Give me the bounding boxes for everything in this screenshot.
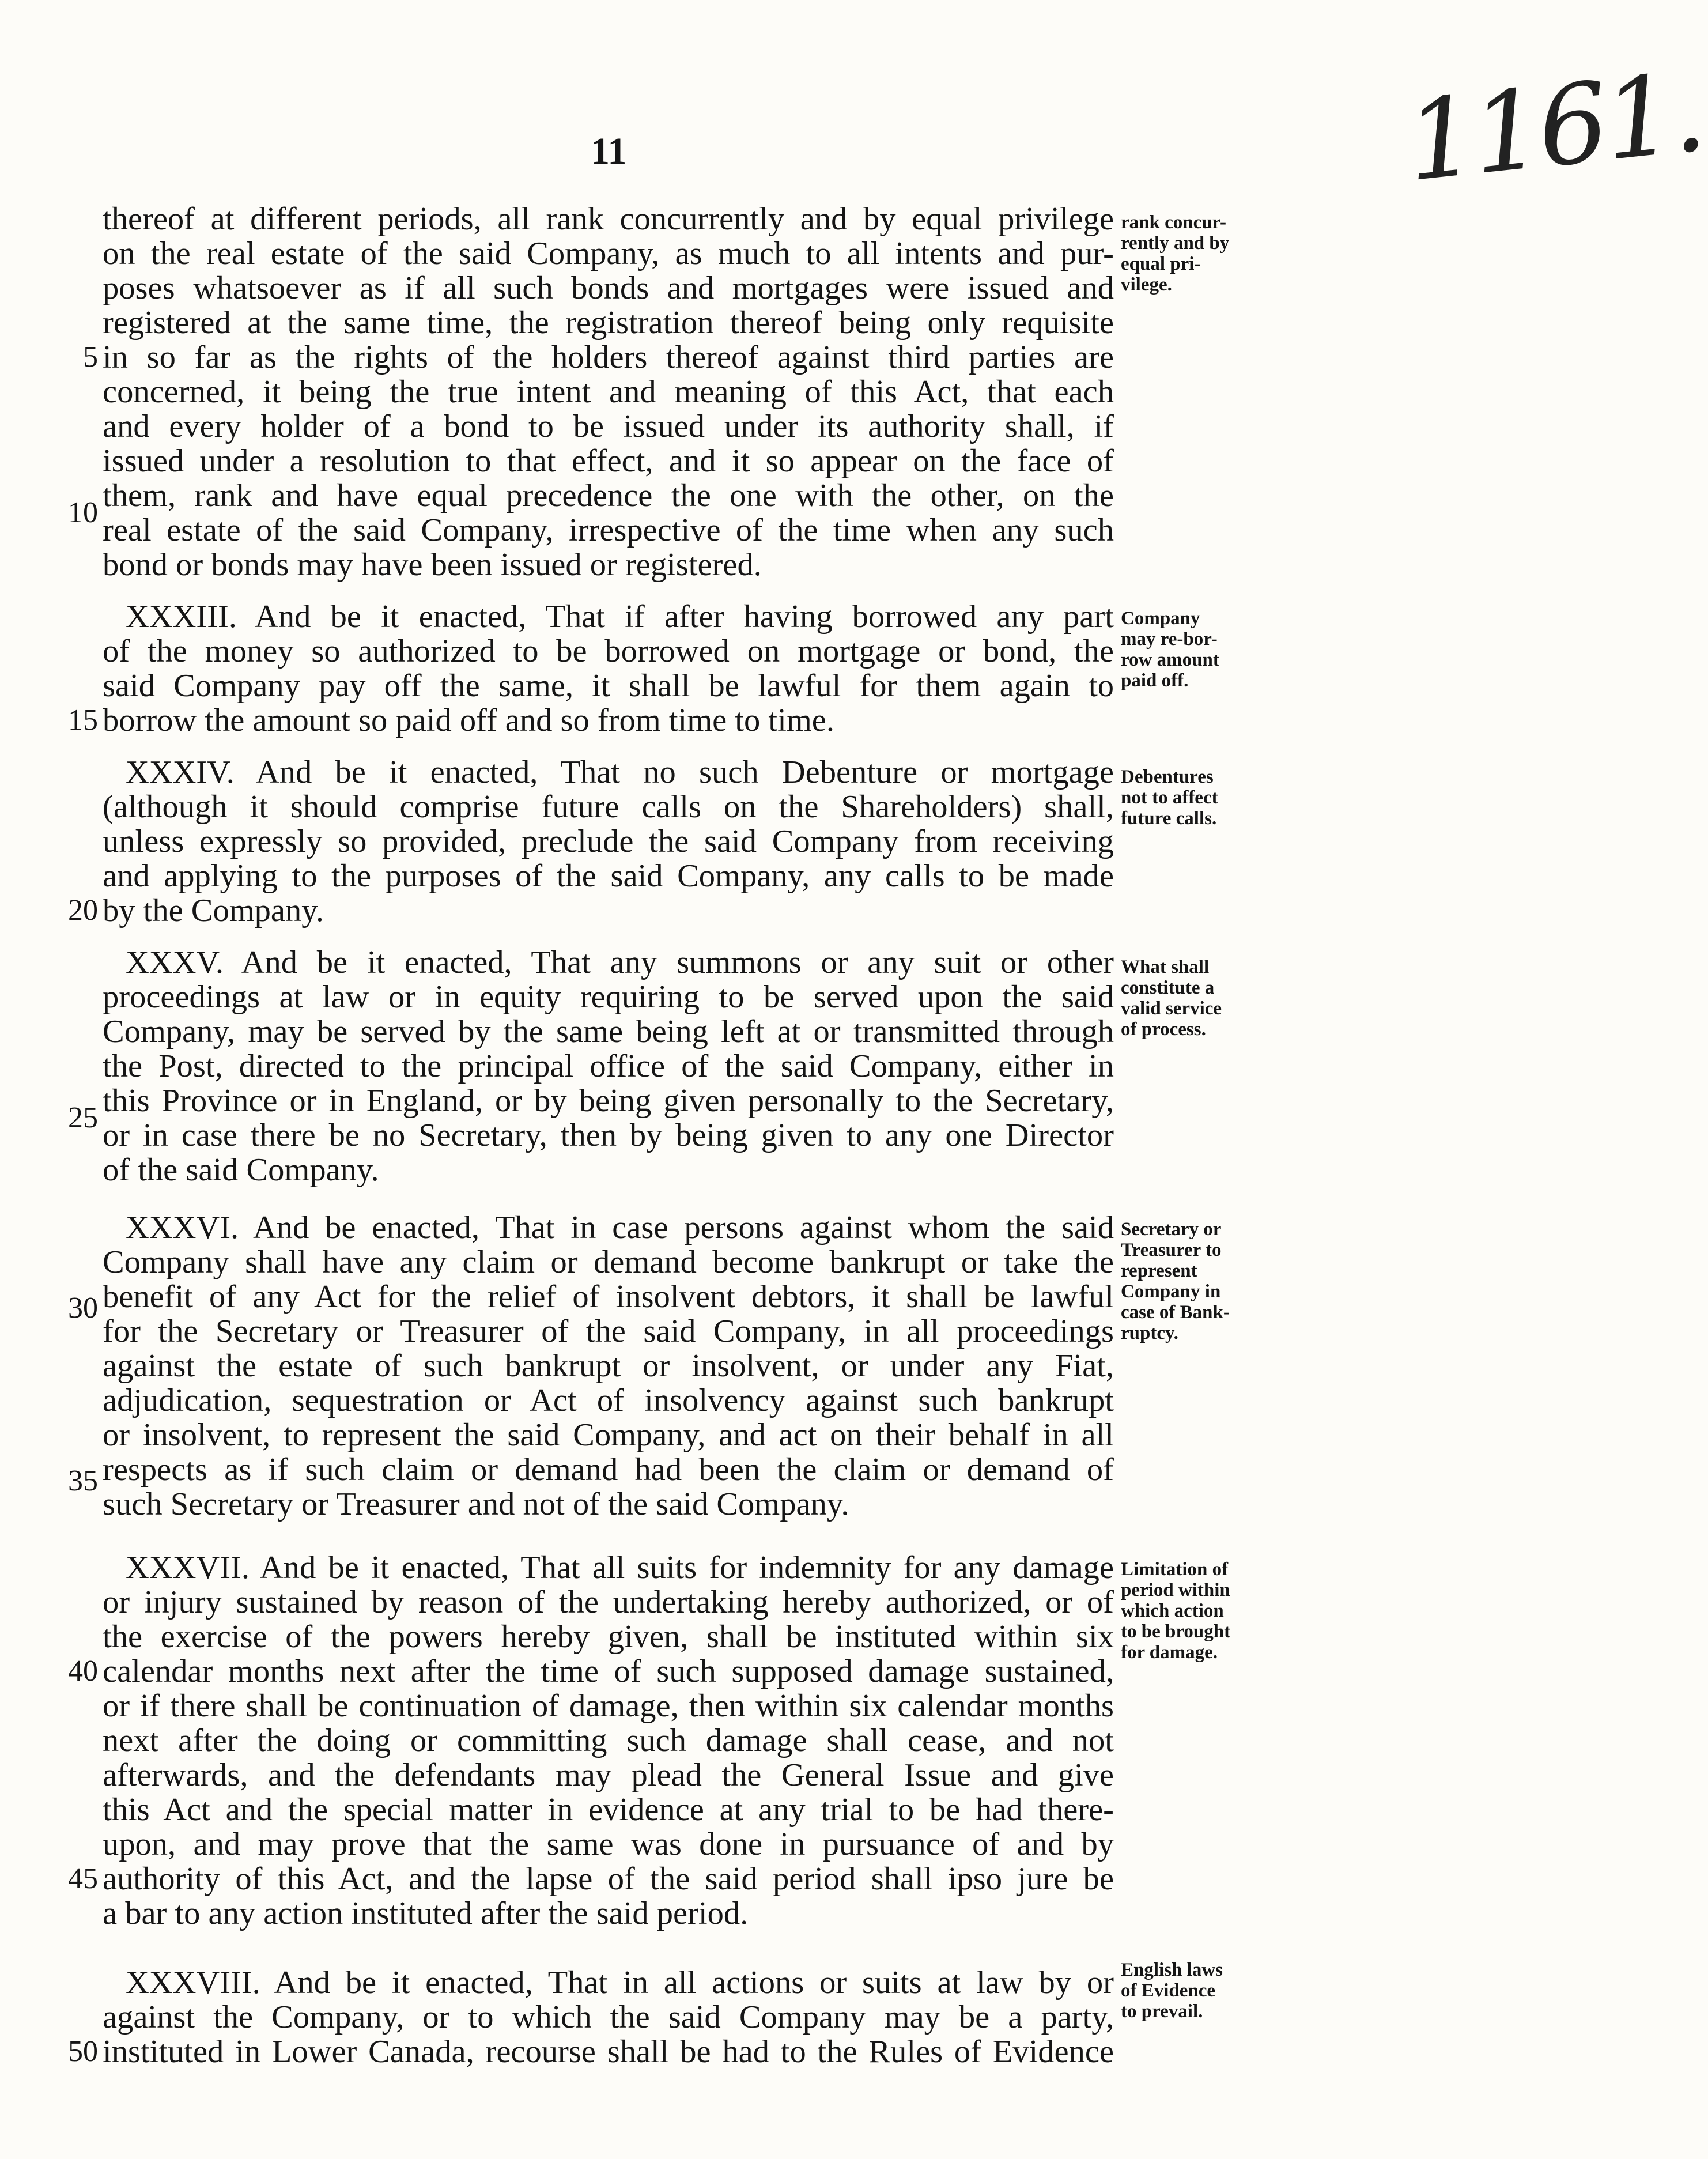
line-number: 10	[68, 496, 98, 529]
text-line: XXXVI. And be enacted, That in case persons against whom the said	[126, 1210, 1114, 1245]
text-line: this Act and the special matter in evidence at any trial to be had there-	[103, 1792, 1114, 1828]
line-number: 5	[83, 341, 98, 373]
margin-note	[1121, 212, 1265, 295]
section-xxxv	[103, 945, 1114, 1187]
margin-note-line: period within	[1121, 1580, 1230, 1601]
margin-note-line: Limitation of	[1121, 1559, 1229, 1580]
text-line: and every holder of a bond to be issued under its authority shall, if	[103, 409, 1114, 444]
section-xxxvi	[103, 1210, 1114, 1522]
section-xxxiv	[103, 755, 1114, 928]
margin-note-line: valid service	[1121, 998, 1222, 1019]
text-line: them, rank and have equal precedence the one with the other, on the	[103, 478, 1114, 514]
text-line: on the real estate of the said Company, as much to all intents and pur-	[103, 236, 1114, 271]
line-number: 50	[68, 2035, 98, 2068]
margin-note-line: future calls.	[1121, 808, 1217, 829]
text-line: or if there shall be continuation of damage, then within six calendar months	[103, 1688, 1114, 1724]
margin-note-line: of process.	[1121, 1019, 1206, 1040]
margin-note-line: Company	[1121, 608, 1200, 629]
margin-note-line: of Evidence	[1121, 1980, 1216, 2001]
margin-note-line: Secretary or	[1121, 1219, 1222, 1240]
text-line: Company shall have any claim or demand become bankrupt or take the	[103, 1244, 1114, 1280]
text-line: benefit of any Act for the relief of insolvent debtors, it shall be lawful	[103, 1279, 1114, 1315]
margin-note-line: constitute a	[1121, 977, 1215, 998]
text-line: by the Company.	[103, 893, 324, 928]
text-line: against the Company, or to which the said Company may be a party,	[103, 1999, 1114, 2035]
text-line: such Secretary or Treasurer and not of the said Company.	[103, 1486, 849, 1522]
text-line: XXXIII. And be it enacted, That if after having borrowed any part	[126, 599, 1114, 635]
text-line: the exercise of the powers hereby given, shall be instituted within six	[103, 1619, 1114, 1655]
text-line: for the Secretary or Treasurer of the said Company, in all proceedings	[103, 1313, 1114, 1349]
text-line: or in case there be no Secretary, then by being given to any one Director	[103, 1118, 1114, 1153]
line-number: 40	[68, 1655, 98, 1688]
text-line: thereof at different periods, all rank concurrently and by equal privilege	[103, 201, 1114, 237]
section-xxxvii	[103, 1550, 1114, 1931]
section-xxxviii	[103, 1965, 1114, 2069]
margin-note-line: represent	[1121, 1260, 1197, 1281]
text-line: XXXVIII. And be it enacted, That in all actions or suits at law by or	[126, 1965, 1114, 2001]
text-line: authority of this Act, and the lapse of the said period shall ipso jure be	[103, 1861, 1114, 1897]
margin-note-line: for damage.	[1121, 1642, 1218, 1663]
margin-note-line: paid off.	[1121, 670, 1189, 691]
line-number: 15	[68, 704, 98, 737]
text-line: next after the doing or committing such damage shall cease, and not	[103, 1723, 1114, 1758]
line-number: 30	[68, 1292, 98, 1324]
margin-note-line: not to affect	[1121, 787, 1218, 808]
margin-note	[1121, 1559, 1265, 1663]
margin-note-line: What shall	[1121, 957, 1210, 977]
text-line: instituted in Lower Canada, recourse shall be had to the Rules of Evidence	[103, 2034, 1114, 2070]
margin-note-line: rank concur-	[1121, 212, 1227, 233]
paragraph-continuation	[103, 202, 1114, 582]
margin-note-line: ruptcy.	[1121, 1323, 1178, 1343]
text-line: bond or bonds may have been issued or registered.	[103, 547, 762, 583]
margin-note-line: to prevail.	[1121, 2001, 1203, 2022]
page-number: 11	[591, 130, 627, 172]
text-line: real estate of the said Company, irrespective of the time when any such	[103, 512, 1114, 548]
text-line: poses whatsoever as if all such bonds and mortgages were issued and	[103, 270, 1114, 306]
text-line: of the said Company.	[103, 1152, 379, 1188]
margin-note	[1121, 608, 1265, 691]
text-line: said Company pay off the same, it shall be lawful for them again to	[103, 668, 1114, 704]
text-line: or insolvent, to represent the said Company, and act on their behalf in all	[103, 1417, 1114, 1453]
text-line: concerned, it being the true intent and meaning of this Act, that each	[103, 374, 1114, 410]
text-line: and applying to the purposes of the said Company, any calls to be made	[103, 858, 1114, 894]
text-line: in so far as the rights of the holders thereof against third parties are	[103, 339, 1114, 375]
text-line: this Province or in England, or by being given personally to the Secretary,	[103, 1083, 1114, 1119]
margin-note-line: which action	[1121, 1601, 1224, 1621]
text-line: registered at the same time, the registration thereof being only requisite	[103, 305, 1114, 341]
line-number: 35	[68, 1465, 98, 1497]
margin-note-line: case of Bank-	[1121, 1302, 1230, 1323]
text-line: a bar to any action instituted after the said period.	[103, 1896, 749, 1931]
text-line: respects as if such claim or demand had been the claim or demand of	[103, 1452, 1114, 1488]
text-line: issued under a resolution to that effect, and it so appear on the face of	[103, 443, 1114, 479]
text-line: of the money so authorized to be borrowed on mortgage or bond, the	[103, 633, 1114, 669]
margin-note-line: row amount	[1121, 650, 1219, 670]
text-line: proceedings at law or in equity requiring to be served upon the said	[103, 979, 1114, 1015]
margin-note	[1121, 767, 1265, 829]
text-line: (although it should comprise future calls on the Shareholders) shall,	[103, 789, 1114, 825]
text-line: calendar months next after the time of such supposed damage sustained,	[103, 1654, 1114, 1689]
line-number: 20	[68, 894, 98, 927]
text-line: XXXIV. And be it enacted, That no such Debenture or mortgage	[126, 754, 1114, 790]
margin-note-line: may re-bor-	[1121, 629, 1218, 650]
text-line: XXXV. And be it enacted, That any summons or any suit or other	[126, 945, 1114, 980]
margin-note-line: equal pri-	[1121, 254, 1201, 274]
margin-note-line: vilege.	[1121, 274, 1172, 295]
text-line: borrow the amount so paid off and so from time to time.	[103, 703, 834, 738]
margin-note	[1121, 1960, 1265, 2022]
margin-note-line: rently and by	[1121, 233, 1230, 254]
section-xxxiii	[103, 599, 1114, 738]
handwritten-page-number: 1161.	[1400, 48, 1708, 206]
text-line: against the estate of such bankrupt or insolvent, or under any Fiat,	[103, 1348, 1114, 1384]
margin-note-line: Treasurer to	[1121, 1240, 1222, 1260]
line-number: 25	[68, 1101, 98, 1134]
margin-note	[1121, 957, 1265, 1040]
text-line: upon, and may prove that the same was done in pursuance of and by	[103, 1826, 1114, 1862]
text-line: adjudication, sequestration or Act of insolvency against such bankrupt	[103, 1383, 1114, 1418]
margin-note-line: Company in	[1121, 1281, 1221, 1302]
text-line: unless expressly so provided, preclude the said Company from receiving	[103, 824, 1114, 859]
text-line: or injury sustained by reason of the undertaking hereby authorized, or of	[103, 1584, 1114, 1620]
margin-note-line: to be brought	[1121, 1621, 1231, 1642]
line-number: 45	[68, 1862, 98, 1895]
text-line: afterwards, and the defendants may plead the General Issue and give	[103, 1757, 1114, 1793]
text-line: the Post, directed to the principal office of the said Company, either in	[103, 1048, 1114, 1084]
margin-note-line: Debentures	[1121, 767, 1214, 787]
margin-note	[1121, 1219, 1265, 1343]
margin-note-line: English laws	[1121, 1960, 1223, 1980]
text-line: XXXVII. And be it enacted, That all suits for indemnity for any damage	[126, 1550, 1114, 1586]
text-line: Company, may be served by the same being left at or transmitted through	[103, 1014, 1114, 1050]
